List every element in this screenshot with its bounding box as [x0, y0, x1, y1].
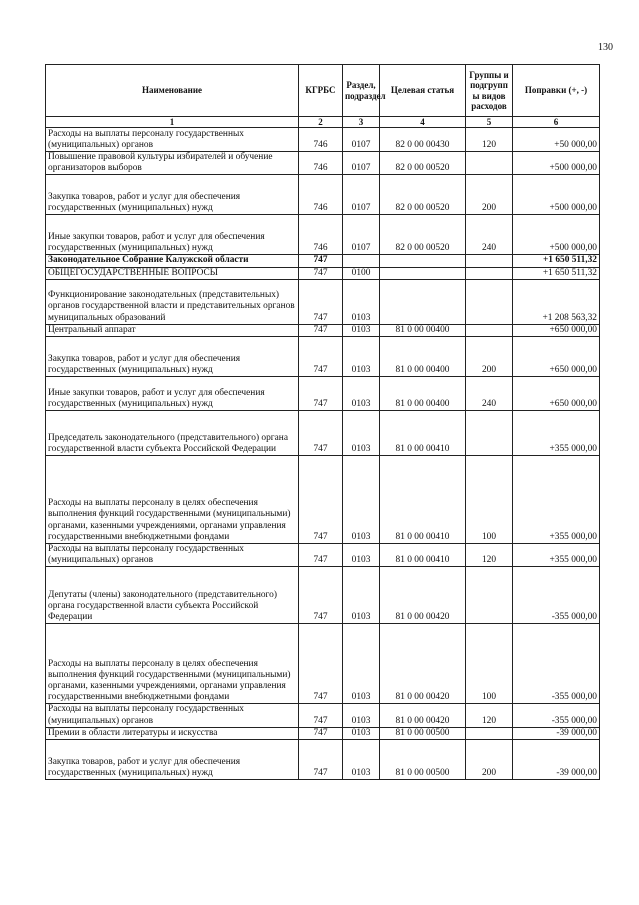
row-section-cell: 0107: [343, 215, 380, 255]
row-target-cell: [380, 279, 466, 324]
row-group-cell: 200: [466, 740, 513, 780]
row-name-cell: Расходы на выплаты персоналу государственных (муниципальных) органов: [46, 128, 299, 152]
table-row: [46, 337, 600, 377]
row-group-cell: [466, 267, 513, 279]
row-amount-cell: +650 000,00: [513, 337, 600, 377]
row-amount-cell: +1 650 511,32: [513, 255, 600, 267]
row-section-cell: 0103: [343, 567, 380, 624]
row-name-cell: Повышение правовой культуры избирателей и обучение организаторов выборов: [46, 152, 299, 175]
row-amount-cell: -39 000,00: [513, 740, 600, 780]
row-group-cell: 120: [466, 704, 513, 727]
row-group-cell: [466, 324, 513, 336]
header-group: Группы и подгрупп ы видов расходов: [466, 65, 513, 117]
row-amount-cell: +500 000,00: [513, 215, 600, 255]
row-amount-cell: -355 000,00: [513, 567, 600, 624]
row-ktrbs-cell: 747: [299, 324, 343, 336]
row-ktrbs-cell: 747: [299, 456, 343, 544]
row-group-cell: [466, 727, 513, 739]
row-ktrbs-cell: 747: [299, 704, 343, 727]
row-name-cell: Центральный аппарат: [46, 324, 299, 336]
row-ktrbs-cell: 746: [299, 215, 343, 255]
row-section-cell: 0103: [343, 740, 380, 780]
row-ktrbs-cell: 746: [299, 152, 343, 175]
row-amount-cell: +355 000,00: [513, 456, 600, 544]
row-section-cell: 0103: [343, 456, 380, 544]
row-target-cell: 82 0 00 00520: [380, 152, 466, 175]
row-group-cell: 100: [466, 456, 513, 544]
table-row: [46, 175, 600, 215]
header-target: Целевая статья: [380, 65, 466, 117]
row-name-cell: Закупка товаров, работ и услуг для обеспечения государственных (муниципальных) нужд: [46, 740, 299, 780]
row-section-cell: 0103: [343, 624, 380, 704]
header-amendments: Поправки (+, -): [513, 65, 600, 117]
row-ktrbs-cell: 747: [299, 377, 343, 411]
row-section-cell: [343, 255, 380, 267]
row-target-cell: 82 0 00 00430: [380, 128, 466, 152]
row-group-cell: 200: [466, 337, 513, 377]
row-group-cell: [466, 567, 513, 624]
table-row: [46, 704, 600, 727]
row-name-cell: Иные закупки товаров, работ и услуг для обеспечения государственных (муниципальных) нужд: [46, 215, 299, 255]
row-amount-cell: +355 000,00: [513, 411, 600, 456]
row-group-cell: [466, 411, 513, 456]
row-name-cell: ОБЩЕГОСУДАРСТВЕННЫЕ ВОПРОСЫ: [46, 267, 299, 279]
row-ktrbs-cell: 747: [299, 279, 343, 324]
row-target-cell: 81 0 00 00420: [380, 567, 466, 624]
row-name-cell: Иные закупки товаров, работ и услуг для обеспечения государственных (муниципальных) нужд: [46, 377, 299, 411]
row-target-cell: [380, 255, 466, 267]
table-row: [46, 255, 600, 267]
row-group-cell: 100: [466, 624, 513, 704]
column-number: 3: [343, 117, 380, 128]
table-row: [46, 411, 600, 456]
row-amount-cell: +650 000,00: [513, 324, 600, 336]
row-section-cell: 0100: [343, 267, 380, 279]
table-row: [46, 456, 600, 544]
row-target-cell: 81 0 00 00400: [380, 377, 466, 411]
row-name-cell: Премии в области литературы и искусства: [46, 727, 299, 739]
row-name-cell: Закупка товаров, работ и услуг для обеспечения государственных (муниципальных) нужд: [46, 175, 299, 215]
row-target-cell: [380, 267, 466, 279]
row-section-cell: 0103: [343, 377, 380, 411]
row-amount-cell: +500 000,00: [513, 175, 600, 215]
row-amount-cell: -355 000,00: [513, 704, 600, 727]
row-group-cell: [466, 279, 513, 324]
row-target-cell: 81 0 00 00400: [380, 337, 466, 377]
table-row: [46, 624, 600, 704]
row-section-cell: 0107: [343, 128, 380, 152]
row-target-cell: 81 0 00 00410: [380, 411, 466, 456]
row-target-cell: 81 0 00 00500: [380, 727, 466, 739]
row-name-cell: Расходы на выплаты персоналу в целях обеспечения выполнения функций государственными (муниципальными) органами, казенными учреждениями, органами управления государственными внебюджетными фондами: [46, 456, 299, 544]
row-name-cell: Расходы на выплаты персоналу в целях обеспечения выполнения функций государственными (муниципальными) органами, казенными учреждениями, органами управления государственными внебюджетными фондами: [46, 624, 299, 704]
header-section: Раздел, подраздел: [343, 65, 380, 117]
row-target-cell: 82 0 00 00520: [380, 175, 466, 215]
row-ktrbs-cell: 746: [299, 175, 343, 215]
page-number: 130: [598, 42, 613, 53]
row-ktrbs-cell: 747: [299, 411, 343, 456]
row-ktrbs-cell: 747: [299, 567, 343, 624]
row-name-cell: Председатель законодательного (представительного) органа государственной власти субъекта Российской Федерации: [46, 411, 299, 456]
row-target-cell: 81 0 00 00400: [380, 324, 466, 336]
table-body: [46, 128, 600, 780]
row-group-cell: [466, 152, 513, 175]
row-ktrbs-cell: 747: [299, 255, 343, 267]
budget-amendments-table: [45, 64, 600, 780]
row-target-cell: 81 0 00 00420: [380, 704, 466, 727]
row-section-cell: 0107: [343, 152, 380, 175]
row-group-cell: [466, 255, 513, 267]
row-group-cell: 120: [466, 128, 513, 152]
table-row: [46, 544, 600, 567]
row-amount-cell: +500 000,00: [513, 152, 600, 175]
column-number: 4: [380, 117, 466, 128]
row-ktrbs-cell: 747: [299, 544, 343, 567]
table-row: [46, 727, 600, 739]
row-amount-cell: +355 000,00: [513, 544, 600, 567]
row-group-cell: 120: [466, 544, 513, 567]
table-row: [46, 324, 600, 336]
row-name-cell: Депутаты (члены) законодательного (представительного) органа государственной власти субъекта Российской Федерации: [46, 567, 299, 624]
row-ktrbs-cell: 747: [299, 267, 343, 279]
row-name-cell: Закупка товаров, работ и услуг для обеспечения государственных (муниципальных) нужд: [46, 337, 299, 377]
row-target-cell: 81 0 00 00410: [380, 456, 466, 544]
header-ktrbs: КГРБС: [299, 65, 343, 117]
row-amount-cell: -355 000,00: [513, 624, 600, 704]
table-row: [46, 128, 600, 152]
table-row: [46, 279, 600, 324]
row-ktrbs-cell: 747: [299, 624, 343, 704]
column-number: 6: [513, 117, 600, 128]
table-row: [46, 152, 600, 175]
row-group-cell: 240: [466, 377, 513, 411]
row-ktrbs-cell: 747: [299, 337, 343, 377]
row-section-cell: 0103: [343, 324, 380, 336]
table-row: [46, 740, 600, 780]
row-section-cell: 0103: [343, 704, 380, 727]
row-amount-cell: +50 000,00: [513, 128, 600, 152]
header-name: Наименование: [46, 65, 299, 117]
row-ktrbs-cell: 747: [299, 727, 343, 739]
column-number: 1: [46, 117, 299, 128]
row-amount-cell: +650 000,00: [513, 377, 600, 411]
row-target-cell: 82 0 00 00520: [380, 215, 466, 255]
row-section-cell: 0103: [343, 544, 380, 567]
table-row: [46, 377, 600, 411]
row-name-cell: Расходы на выплаты персоналу государственных (муниципальных) органов: [46, 704, 299, 727]
column-number: 2: [299, 117, 343, 128]
row-target-cell: 81 0 00 00500: [380, 740, 466, 780]
row-section-cell: 0103: [343, 279, 380, 324]
row-target-cell: 81 0 00 00420: [380, 624, 466, 704]
table-row: [46, 215, 600, 255]
column-number: 5: [466, 117, 513, 128]
row-amount-cell: +1 208 563,32: [513, 279, 600, 324]
row-ktrbs-cell: 747: [299, 740, 343, 780]
row-section-cell: 0103: [343, 727, 380, 739]
table-row: [46, 567, 600, 624]
row-name-cell: Законодательное Собрание Калужской области: [46, 255, 299, 267]
row-section-cell: 0107: [343, 175, 380, 215]
row-name-cell: Расходы на выплаты персоналу государственных (муниципальных) органов: [46, 544, 299, 567]
row-name-cell: Функционирование законодательных (представительных) органов государственной власти и представительных органов муниципальных образований: [46, 279, 299, 324]
row-amount-cell: -39 000,00: [513, 727, 600, 739]
row-section-cell: 0103: [343, 337, 380, 377]
table-row: [46, 267, 600, 279]
row-target-cell: 81 0 00 00410: [380, 544, 466, 567]
row-group-cell: 200: [466, 175, 513, 215]
row-amount-cell: +1 650 511,32: [513, 267, 600, 279]
row-ktrbs-cell: 746: [299, 128, 343, 152]
row-group-cell: 240: [466, 215, 513, 255]
row-section-cell: 0103: [343, 411, 380, 456]
column-numbers-row: [46, 117, 600, 128]
